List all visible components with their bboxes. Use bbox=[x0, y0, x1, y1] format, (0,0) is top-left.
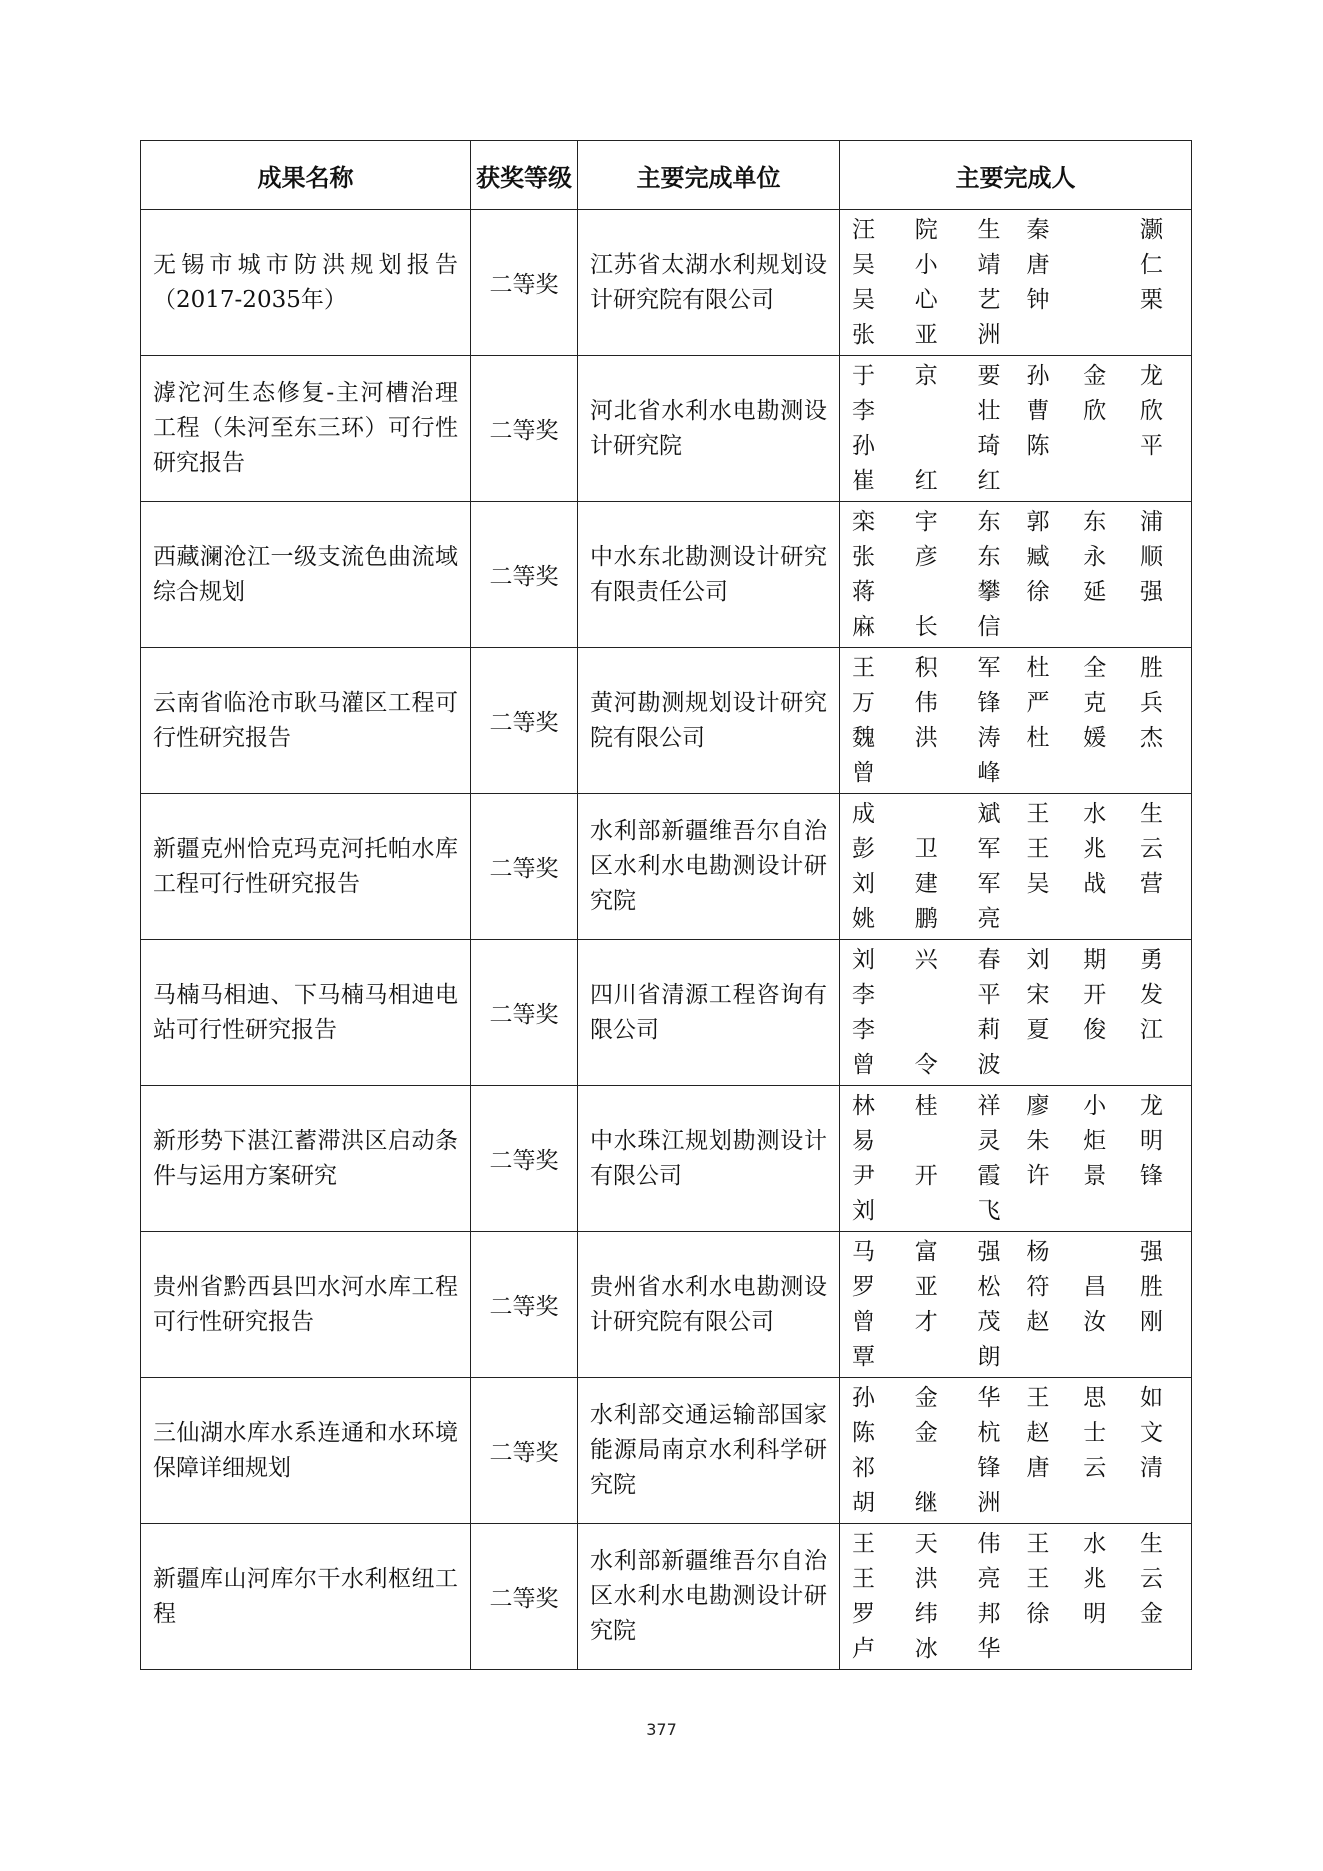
person-name: 胡继洲 bbox=[852, 1489, 1001, 1516]
person-name: 符昌胜 bbox=[1026, 1273, 1163, 1300]
award-grade: 二等奖 bbox=[471, 648, 578, 794]
completion-people bbox=[840, 356, 1192, 502]
award-grade: 二等奖 bbox=[471, 502, 578, 648]
person-name: 臧永顺 bbox=[1026, 543, 1163, 570]
person-name: 魏洪涛 bbox=[852, 724, 1001, 751]
person-name: 许景锋 bbox=[1026, 1162, 1163, 1189]
person-name: 唐仁 bbox=[1026, 251, 1163, 278]
person-name: 孙琦 bbox=[852, 432, 1001, 459]
person-name: 覃朗 bbox=[852, 1343, 1001, 1370]
award-grade: 二等奖 bbox=[471, 356, 578, 502]
achievement-name: 新形势下湛江蓄滞洪区启动条件与运用方案研究 bbox=[141, 1086, 471, 1232]
person-name: 王水生 bbox=[1026, 1530, 1163, 1557]
person-name: 李莉 bbox=[852, 1016, 1001, 1043]
person-name: 杜媛杰 bbox=[1026, 724, 1163, 751]
person-name: 刘飞 bbox=[852, 1197, 1001, 1224]
header-completion-people: 主要完成人 bbox=[840, 141, 1192, 210]
table-body bbox=[141, 210, 1192, 1670]
people-list bbox=[852, 1089, 1181, 1229]
completion-people bbox=[840, 502, 1192, 648]
person-name: 徐明金 bbox=[1026, 1600, 1163, 1627]
header-award-grade: 获奖等级 bbox=[471, 141, 578, 210]
table-row bbox=[141, 648, 1192, 794]
completion-unit: 水利部新疆维吾尔自治区水利水电勘测设计研究院 bbox=[578, 1524, 840, 1670]
person-name: 李平 bbox=[852, 981, 1001, 1008]
person-name: 罗纬邦 bbox=[852, 1600, 1001, 1627]
award-grade: 二等奖 bbox=[471, 1378, 578, 1524]
person-name: 麻长信 bbox=[852, 613, 1001, 640]
person-name: 廖小龙 bbox=[1026, 1092, 1163, 1119]
person-name: 唐云清 bbox=[1026, 1454, 1163, 1481]
table-row bbox=[141, 1378, 1192, 1524]
completion-people bbox=[840, 1378, 1192, 1524]
person-name: 陈金杭 bbox=[852, 1419, 1001, 1446]
awards-table bbox=[140, 140, 1192, 1670]
award-grade: 二等奖 bbox=[471, 1086, 578, 1232]
person-name: 杨强 bbox=[1026, 1238, 1163, 1265]
person-name: 吴小靖 bbox=[852, 251, 1001, 278]
completion-unit: 江苏省太湖水利规划设计研究院有限公司 bbox=[578, 210, 840, 356]
achievement-name: 三仙湖水库水系连通和水环境保障详细规划 bbox=[141, 1378, 471, 1524]
person-name: 朱炬明 bbox=[1026, 1127, 1163, 1154]
person-name: 王积军 bbox=[852, 654, 1001, 681]
person-name: 张亚洲 bbox=[852, 321, 1001, 348]
award-grade: 二等奖 bbox=[471, 940, 578, 1086]
page-number: 377 bbox=[646, 1720, 677, 1739]
completion-people bbox=[840, 1086, 1192, 1232]
person-name: 王思如 bbox=[1026, 1384, 1163, 1411]
person-name: 祁锋 bbox=[852, 1454, 1001, 1481]
person-name: 马富强 bbox=[852, 1238, 1001, 1265]
person-name: 赵士文 bbox=[1026, 1419, 1163, 1446]
person-name: 曾峰 bbox=[852, 759, 1001, 786]
award-grade: 二等奖 bbox=[471, 210, 578, 356]
person-name: 崔红红 bbox=[852, 467, 1001, 494]
people-list bbox=[852, 1235, 1181, 1375]
achievement-name: 马楠马相迪、下马楠马相迪电站可行性研究报告 bbox=[141, 940, 471, 1086]
person-name: 孙金华 bbox=[852, 1384, 1001, 1411]
person-name: 曾才茂 bbox=[852, 1308, 1001, 1335]
completion-unit: 河北省水利水电勘测设计研究院 bbox=[578, 356, 840, 502]
achievement-name: 新疆库山河库尔干水利枢纽工程 bbox=[141, 1524, 471, 1670]
completion-unit: 水利部新疆维吾尔自治区水利水电勘测设计研究院 bbox=[578, 794, 840, 940]
award-grade: 二等奖 bbox=[471, 1232, 578, 1378]
person-name: 栾宇东 bbox=[852, 508, 1001, 535]
person-name: 罗亚松 bbox=[852, 1273, 1001, 1300]
achievement-name: 滹沱河生态修复-主河槽治理工程（朱河至东三环）可行性研究报告 bbox=[141, 356, 471, 502]
people-list bbox=[852, 505, 1181, 645]
people-list bbox=[852, 213, 1181, 353]
person-name: 郭东浦 bbox=[1026, 508, 1163, 535]
person-name: 王水生 bbox=[1026, 800, 1163, 827]
completion-people bbox=[840, 210, 1192, 356]
person-name: 曹欣欣 bbox=[1026, 397, 1163, 424]
achievement-name: 无锡市城市防洪规划报告（2017-2035年） bbox=[141, 210, 471, 356]
table-row bbox=[141, 356, 1192, 502]
table-row bbox=[141, 210, 1192, 356]
person-name: 宋开发 bbox=[1026, 981, 1163, 1008]
completion-people bbox=[840, 1232, 1192, 1378]
person-name: 刘期勇 bbox=[1026, 946, 1163, 973]
header-completion-unit: 主要完成单位 bbox=[578, 141, 840, 210]
table-row bbox=[141, 940, 1192, 1086]
header-achievement-name: 成果名称 bbox=[141, 141, 471, 210]
person-name: 蒋攀 bbox=[852, 578, 1001, 605]
award-grade: 二等奖 bbox=[471, 1524, 578, 1670]
people-list bbox=[852, 943, 1181, 1083]
person-name: 徐延强 bbox=[1026, 578, 1163, 605]
completion-unit: 贵州省水利水电勘测设计研究院有限公司 bbox=[578, 1232, 840, 1378]
person-name: 汪院生 bbox=[852, 216, 1001, 243]
person-name: 王天伟 bbox=[852, 1530, 1001, 1557]
table-row bbox=[141, 1086, 1192, 1232]
achievement-name: 新疆克州恰克玛克河托帕水库工程可行性研究报告 bbox=[141, 794, 471, 940]
completion-unit: 黄河勘测规划设计研究院有限公司 bbox=[578, 648, 840, 794]
person-name: 严克兵 bbox=[1026, 689, 1163, 716]
completion-unit: 水利部交通运输部国家能源局南京水利科学研究院 bbox=[578, 1378, 840, 1524]
table-row bbox=[141, 502, 1192, 648]
person-name: 林桂祥 bbox=[852, 1092, 1001, 1119]
person-name: 吴心艺 bbox=[852, 286, 1001, 313]
person-name: 成斌 bbox=[852, 800, 1001, 827]
table-header-row bbox=[141, 141, 1192, 210]
person-name: 曾令波 bbox=[852, 1051, 1001, 1078]
person-name: 杜全胜 bbox=[1026, 654, 1163, 681]
achievement-name: 西藏澜沧江一级支流色曲流域综合规划 bbox=[141, 502, 471, 648]
person-name: 尹开霞 bbox=[852, 1162, 1001, 1189]
person-name: 刘建军 bbox=[852, 870, 1001, 897]
person-name: 王洪亮 bbox=[852, 1565, 1001, 1592]
table-row bbox=[141, 794, 1192, 940]
person-name: 吴战营 bbox=[1026, 870, 1163, 897]
person-name: 刘兴春 bbox=[852, 946, 1001, 973]
person-name: 陈平 bbox=[1026, 432, 1163, 459]
table-row bbox=[141, 1524, 1192, 1670]
completion-people bbox=[840, 1524, 1192, 1670]
achievement-name: 云南省临沧市耿马灌区工程可行性研究报告 bbox=[141, 648, 471, 794]
completion-people bbox=[840, 940, 1192, 1086]
person-name: 卢冰华 bbox=[852, 1635, 1001, 1662]
person-name: 夏俊江 bbox=[1026, 1016, 1163, 1043]
person-name: 秦灏 bbox=[1026, 216, 1163, 243]
completion-unit: 中水东北勘测设计研究有限责任公司 bbox=[578, 502, 840, 648]
person-name: 赵汝刚 bbox=[1026, 1308, 1163, 1335]
award-grade: 二等奖 bbox=[471, 794, 578, 940]
person-name: 于京要 bbox=[852, 362, 1001, 389]
person-name: 李壮 bbox=[852, 397, 1001, 424]
person-name: 孙金龙 bbox=[1026, 362, 1163, 389]
achievement-name: 贵州省黔西县凹水河水库工程可行性研究报告 bbox=[141, 1232, 471, 1378]
person-name: 万伟锋 bbox=[852, 689, 1001, 716]
person-name: 易灵 bbox=[852, 1127, 1001, 1154]
people-list bbox=[852, 359, 1181, 499]
people-list bbox=[852, 1527, 1181, 1667]
completion-people bbox=[840, 648, 1192, 794]
completion-unit: 中水珠江规划勘测设计有限公司 bbox=[578, 1086, 840, 1232]
people-list bbox=[852, 1381, 1181, 1521]
person-name: 彭卫军 bbox=[852, 835, 1001, 862]
completion-people bbox=[840, 794, 1192, 940]
people-list bbox=[852, 651, 1181, 791]
people-list bbox=[852, 797, 1181, 937]
table-row bbox=[141, 1232, 1192, 1378]
completion-unit: 四川省清源工程咨询有限公司 bbox=[578, 940, 840, 1086]
person-name: 王兆云 bbox=[1026, 1565, 1163, 1592]
person-name: 钟栗 bbox=[1026, 286, 1163, 313]
person-name: 王兆云 bbox=[1026, 835, 1163, 862]
person-name: 姚鹏亮 bbox=[852, 905, 1001, 932]
person-name: 张彦东 bbox=[852, 543, 1001, 570]
